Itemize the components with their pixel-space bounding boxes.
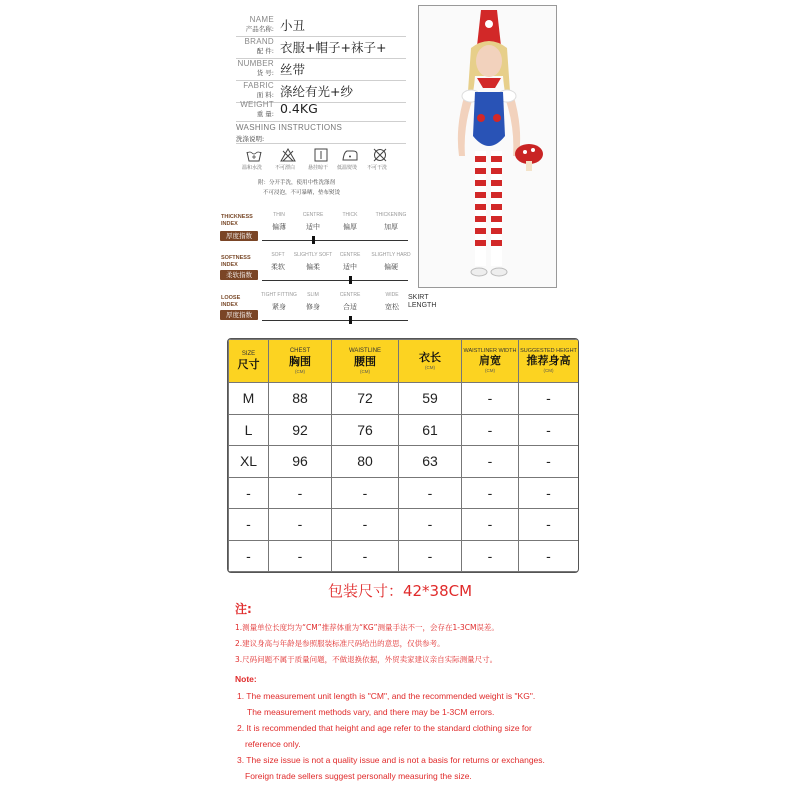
table-row: [229, 477, 579, 509]
table-cell: 92: [269, 414, 332, 446]
table-header-cell: [519, 340, 579, 383]
table-cell: -: [399, 509, 462, 541]
table-cell: -: [462, 383, 519, 415]
table-cell: -: [462, 446, 519, 478]
table-cell: -: [229, 509, 269, 541]
index-option-cn: 柔软: [271, 263, 285, 271]
header-cn: 尺寸: [237, 357, 260, 371]
product-photo: [418, 5, 557, 288]
table-cell: -: [462, 477, 519, 509]
no-bleach-icon: [280, 148, 296, 162]
wash-caption: 不可干洗: [367, 165, 388, 171]
table-cell: 61: [399, 414, 462, 446]
index-option-cn: 加厚: [384, 223, 398, 231]
table-cell: -: [269, 540, 332, 572]
index-option-en: CENTRE: [339, 292, 361, 298]
index-option-cn: 修身: [306, 303, 320, 311]
table-row: [229, 414, 579, 446]
index-marker: [349, 316, 352, 324]
header-cn: 肩宽: [479, 354, 501, 367]
header-en: WAISTLINER WIDTH: [463, 348, 517, 354]
index-option-en: THICKENING: [375, 212, 407, 218]
index-option-en: WIDE: [385, 292, 399, 298]
wash-caption: 不可漂白: [275, 165, 296, 171]
wash-caption: 低温熨烫: [337, 165, 358, 171]
notes-cn-title: 注:: [235, 602, 252, 616]
index-option-en: SOFT: [271, 252, 285, 258]
index-option-en: TIGHT FITTING: [261, 292, 297, 298]
hang-dry-icon: [313, 148, 329, 162]
note-en-line: 2. It is recommended that height and age refer to the standard clothing size for: [237, 723, 532, 733]
table-cell: 72: [332, 383, 399, 415]
table-cell: M: [229, 383, 269, 415]
table-header-row: [229, 340, 579, 383]
index-label-en-1: LOOSE: [221, 295, 241, 301]
spec-label-en: FABRIC: [243, 81, 274, 90]
table-header-cell: [332, 340, 399, 383]
header-cn: 衣长: [419, 351, 441, 364]
spec-row-name: [236, 14, 406, 37]
header-cn: 腰围: [354, 354, 376, 368]
spec-label-cn: 配 件:: [256, 47, 274, 55]
index-label-en: [221, 255, 251, 269]
note-en-line: reference only.: [245, 739, 301, 749]
low-iron-icon: [342, 148, 358, 162]
no-dry-clean-icon: [372, 148, 388, 162]
spec-label-en: NAME: [249, 15, 274, 24]
index-label-en-1: THICKNESS: [221, 214, 253, 220]
table-row: [229, 509, 579, 541]
table-cell: 59: [399, 383, 462, 415]
spec-label-cn: 重 量:: [256, 110, 274, 118]
table-cell: 80: [332, 446, 399, 478]
spec-value: 小丑: [280, 18, 306, 33]
index-option-cn: 适中: [306, 223, 320, 231]
table-cell: -: [462, 509, 519, 541]
table-header-cell: [399, 340, 462, 383]
table-cell: 76: [332, 414, 399, 446]
index-option-cn: 合适: [343, 303, 357, 311]
skirt-length-label: SKIRT LENGTH: [408, 294, 437, 309]
table-cell: -: [269, 509, 332, 541]
index-option-cn: 偏厚: [343, 223, 357, 231]
index-badge: 柔软指数: [220, 270, 258, 280]
index-track: [262, 280, 408, 281]
index-label-en: [221, 214, 253, 228]
spec-label-cn: 面 料:: [256, 91, 274, 99]
table-row: [229, 446, 579, 478]
spec-row-weight: [236, 99, 406, 122]
index-option-en: SLIGHTLY SOFT: [293, 252, 333, 258]
note-en-line: Foreign trade sellers suggest personally measuring the size.: [245, 771, 472, 781]
spec-value: 衣服+帽子+袜子+: [280, 40, 387, 55]
wash-caption: 温和水洗: [242, 165, 263, 171]
index-option-en: THICK: [342, 212, 358, 218]
index-label-en-2: INDEX: [221, 221, 238, 227]
header-en: SUGGESTED HEIGHT: [520, 348, 577, 354]
spec-label-en: BRAND: [244, 37, 274, 46]
note-en-line: The measurement methods vary, and there may be 1-3CM errors.: [247, 707, 495, 717]
index-option-en: CENTRE: [302, 212, 324, 218]
table-cell: -: [399, 477, 462, 509]
spec-label-cn: 产品名称:: [245, 25, 274, 33]
index-label-en-2: INDEX: [221, 262, 238, 268]
table-cell: L: [229, 414, 269, 446]
table-cell: -: [519, 383, 579, 415]
spec-value: 丝带: [280, 62, 306, 77]
note-cn-item: 1.测量单位长度均为“CM”推荐体重为“KG”测量手法不一，会存在1-3CM误差。: [235, 623, 499, 632]
spec-value: 涤纶有光+纱: [280, 84, 353, 99]
washing-title-cn: 洗涤说明:: [236, 135, 265, 143]
table-cell: -: [519, 446, 579, 478]
wash-caption: 悬挂晾干: [308, 165, 329, 171]
table-cell: -: [399, 540, 462, 572]
note-en-line: 1. The measurement unit length is "CM", and the recommended weight is "KG".: [237, 691, 536, 701]
header-unit: (CM): [425, 365, 435, 370]
notes-en-title: Note:: [235, 674, 257, 684]
table-cell: -: [519, 414, 579, 446]
table-cell: -: [269, 477, 332, 509]
header-unit: (CM): [543, 368, 554, 373]
hand-wash-icon: [246, 148, 262, 162]
index-option-en: SLIM: [307, 292, 319, 298]
note-cn-item: 3.尺码问题不属于质量问题，不做退换依据，外贸卖家建议亲自实际测量尺寸。: [235, 655, 498, 664]
header-unit: (CM): [295, 368, 305, 374]
wash-note: 附：分开手洗，使用中性洗涤剂: [258, 180, 336, 186]
table-header-cell: [269, 340, 332, 383]
table-row: [229, 383, 579, 415]
index-option-en: SLIGHTLY HARD: [371, 252, 411, 258]
note-en-line: 3. The size issue is not a quality issue and is not a basis for returns or exchanges.: [237, 755, 545, 765]
package-size: 包装尺寸：42*38CM: [327, 582, 473, 600]
spec-label-en: NUMBER: [237, 59, 274, 68]
spec-label-cn: 货 号:: [256, 69, 274, 77]
note-cn-item: 2.建议身高与年龄是参照服装标准尺码给出的意思，仅供参考。: [235, 639, 445, 648]
spec-row-number: [236, 58, 406, 81]
index-label-en-2: INDEX: [221, 302, 238, 308]
table-cell: -: [519, 509, 579, 541]
table-header-cell: [462, 340, 519, 383]
index-option-cn: 偏薄: [272, 223, 286, 231]
index-track: [262, 320, 408, 321]
header-unit: (CM): [485, 368, 495, 373]
table-cell: -: [229, 477, 269, 509]
index-option-cn: 适中: [343, 263, 357, 271]
header-cn: 推荐身高: [526, 354, 571, 367]
clown-costume-illustration: [419, 6, 556, 287]
header-en: WAISTLINE: [348, 347, 382, 354]
spec-value: 0.4KG: [280, 101, 318, 116]
index-badge: 厚度指数: [220, 231, 258, 241]
header-en: SIZE: [241, 350, 256, 357]
index-option-cn: 偏硬: [384, 263, 398, 271]
table-cell: -: [332, 540, 399, 572]
index-label-en: [221, 295, 240, 309]
index-marker: [349, 276, 352, 284]
index-option-cn: 偏柔: [306, 263, 320, 271]
header-en: CHEST: [289, 347, 311, 354]
table-cell: 63: [399, 446, 462, 478]
header-unit: (CM): [360, 368, 370, 374]
table-cell: XL: [229, 446, 269, 478]
index-option-en: THIN: [273, 212, 285, 218]
index-badge: 厚度指数: [220, 310, 258, 320]
table-cell: -: [519, 540, 579, 572]
table-cell: -: [332, 509, 399, 541]
size-table: [227, 338, 579, 573]
table-cell: -: [332, 477, 399, 509]
table-cell: -: [229, 540, 269, 572]
table-header-cell: [229, 340, 269, 383]
header-cn: 胸围: [289, 354, 311, 368]
wash-note: 不可浸泡，不可暴晒，垫布熨烫: [263, 190, 341, 196]
index-option-en: CENTRE: [339, 252, 361, 258]
index-track: [262, 240, 408, 241]
index-label-en-1: SOFTNESS: [221, 255, 251, 261]
spec-label-en: WEIGHT: [240, 100, 274, 109]
table-row: [229, 540, 579, 572]
table-cell: 96: [269, 446, 332, 478]
index-option-cn: 宽松: [385, 303, 399, 311]
divider: [236, 143, 406, 144]
washing-title-en: WASHING INSTRUCTIONS: [236, 123, 343, 132]
table-cell: -: [462, 540, 519, 572]
index-option-cn: 紧身: [272, 303, 286, 311]
table-cell: 88: [269, 383, 332, 415]
table-cell: -: [519, 477, 579, 509]
index-marker: [312, 236, 315, 244]
spec-row-brand: [236, 36, 406, 59]
table-cell: -: [462, 414, 519, 446]
